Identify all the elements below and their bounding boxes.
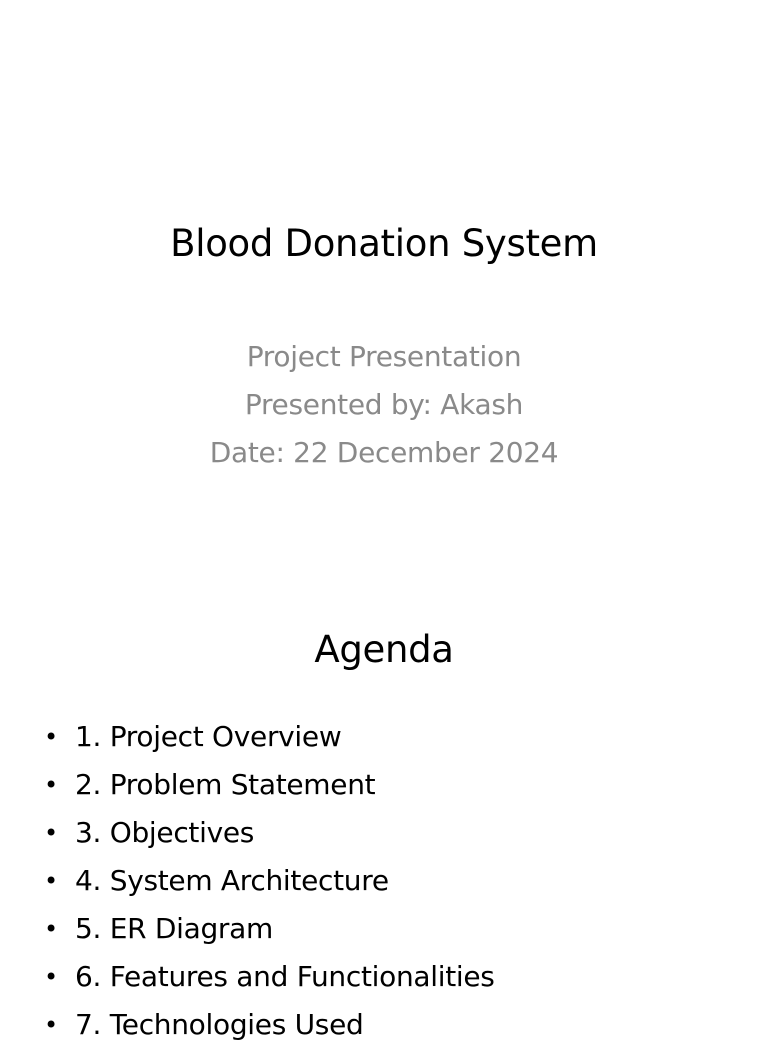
agenda-item-text: 7. Technologies Used <box>75 1008 364 1041</box>
agenda-item <box>44 809 495 857</box>
agenda-item <box>44 905 495 953</box>
bullet-dot-icon: • <box>44 1011 58 1039</box>
agenda-item-text: 4. System Architecture <box>75 864 389 897</box>
agenda-slide <box>0 576 768 1041</box>
subtitle-line-project: Project Presentation <box>246 340 522 373</box>
bullet-dot-icon: • <box>44 867 58 895</box>
agenda-item <box>44 953 495 1001</box>
bullet-dot-icon: • <box>44 963 58 991</box>
bullet-dot-icon: • <box>44 771 58 799</box>
subtitle-line-date: Date: 22 December 2024 <box>209 436 559 469</box>
agenda-item-text: 5. ER Diagram <box>75 912 273 945</box>
bullet-dot-icon: • <box>44 723 58 751</box>
agenda-item-text: 2. Problem Statement <box>75 768 376 801</box>
agenda-item <box>44 761 495 809</box>
bullet-dot-icon: • <box>44 915 58 943</box>
subtitle-line-presenter: Presented by: Akash <box>244 388 524 421</box>
agenda-item-text: 1. Project Overview <box>75 720 342 753</box>
presentation-title: Blood Donation System <box>170 222 598 265</box>
agenda-item-text: 3. Objectives <box>75 816 255 849</box>
bullet-dot-icon: • <box>44 819 58 847</box>
agenda-item-text: 6. Features and Functionalities <box>75 960 495 993</box>
agenda-list <box>44 713 495 1049</box>
agenda-item <box>44 713 495 761</box>
agenda-item <box>44 1001 495 1049</box>
presentation-subtitle <box>0 333 768 477</box>
agenda-item <box>44 857 495 905</box>
agenda-title: Agenda <box>314 628 454 671</box>
